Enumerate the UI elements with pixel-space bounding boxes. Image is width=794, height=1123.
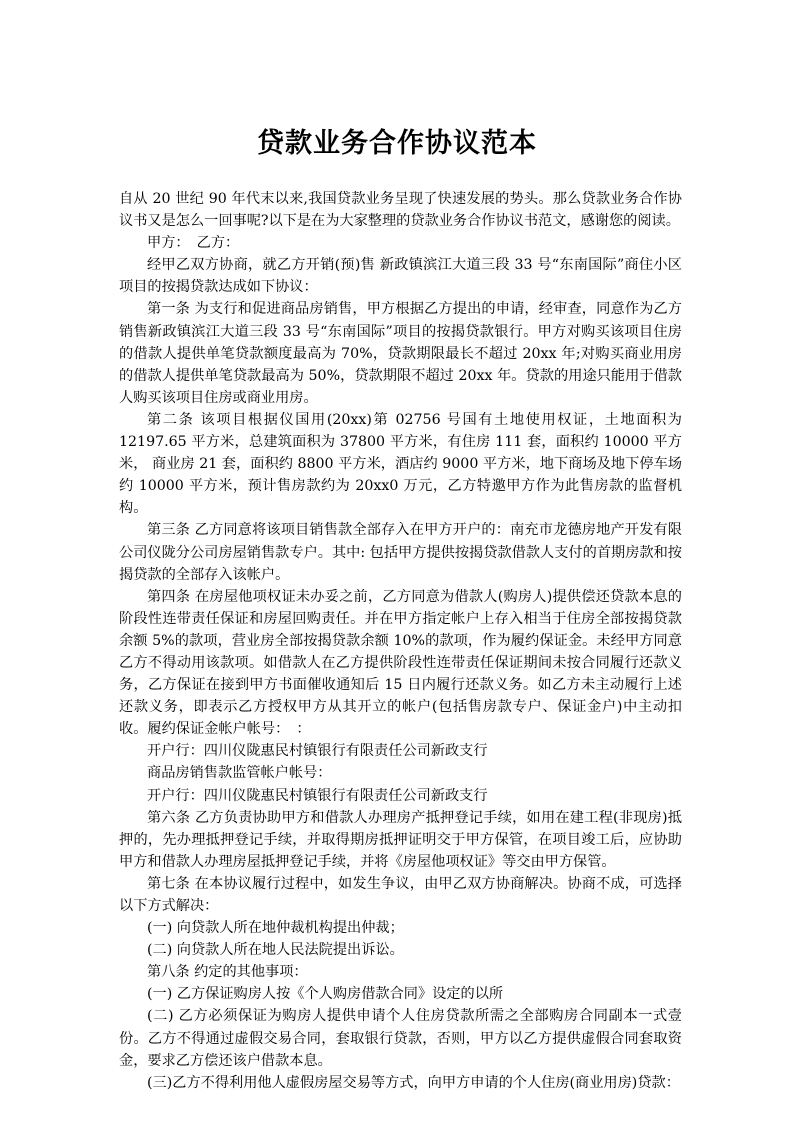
- document-title: 贷款业务合作协议范本: [257, 128, 537, 159]
- supervision-bank-line: 开户行：四川仪陇惠民村镇银行有限责任公司新政支行: [147, 787, 488, 804]
- article-2: 第二条 该项目根据仪国用(20xx)第 02756 号国有土地使用权证，土地面积为 12197.65 平方米，总建筑面积为 37800 平方米，有住房 111 套，面积约 10000 平方米， 商业房 21 套，面积约 8800 平方米，酒店约 9000 平方米，地下商场及地下停车场约 10000 平方米，预计售房款约为 20xx0 万元，乙方特邀甲方作为此售房款的监督机构。: [119, 411, 682, 517]
- article-7-item-2: (二) 向贷款人所在地人民法院提出诉讼。: [147, 942, 404, 959]
- preamble-paragraph: 经甲乙双方协商，就乙方开销(预)售 新政镇滨江大道三段 33 号“东南国际”商住小区项目的按揭贷款达成如下协议：: [119, 257, 682, 296]
- document-body: [119, 188, 682, 1094]
- article-7-item-1: (一) 向贷款人所在地仲裁机构提出仲裁；: [147, 920, 404, 937]
- supervision-account-line: 商品房销售款监管帐户帐号：: [147, 765, 332, 782]
- article-6: 第六条 乙方负责协助甲方和借款人办理房产抵押登记手续，如用在建工程(非现房)抵押的，先办理抵押登记手续，并取得期房抵押证明交于甲方保管，在项目竣工后，应协助甲方和借款人办理房屋抵押登记手续，并将《房屋他项权证》等交由甲方保管。: [119, 809, 682, 870]
- article-8-item-3: (三)乙方不得利用他人虚假房屋交易等方式，向甲方申请的个人住房(商业用房)贷款：: [147, 1074, 680, 1091]
- article-4: 第四条 在房屋他项权证未办妥之前，乙方同意为借款人(购房人)提供偿还贷款本息的阶段性连带责任保证和房屋回购责任。并在甲方指定帐户上存入相当于住房全部按揭贷款余额 5%的款项，营业房全部按揭贷款余额 10%的款项，作为履约保证金。未经甲方同意乙方不得动用该款项。如借款人在乙方提供阶段性连带责任保证期间未按合同履行还款义务，乙方保证在接到甲方书面催收通知后 15 日内履行还款义务。如乙方未主动履行上述还款义务，即表示乙方授权甲方从其开立的帐户(包括售房款专户、保证金户)中主动扣收。履约保证金帐户帐号： ：: [119, 588, 682, 738]
- deposit-bank-line: 开户行：四川仪陇惠民村镇银行有限责任公司新政支行: [147, 743, 488, 760]
- article-8-item-2: (二) 乙方必须保证为购房人提供申请个人住房贷款所需之全部购房合同副本一式壹份。乙方不得通过虚假交易合同，套取银行贷款，否则，甲方以乙方提供虚假合同套取资金，要求乙方偿还该户借款本息。: [119, 1008, 682, 1069]
- article-7: 第七条 在本协议履行过程中，如发生争议，由甲乙双方协商解决。协商不成，可选择以下方式解决：: [119, 875, 682, 914]
- article-3: 第三条 乙方同意将该项目销售款全部存入在甲方开户的：南充市龙德房地产开发有限公司仪陇分公司房屋销售款专户。其中: 包括甲方提供按揭贷款借款人支付的首期房款和按揭贷款的全部存入该帐户。: [119, 522, 682, 583]
- article-8: 第八条 约定的其他事项：: [147, 964, 308, 981]
- intro-paragraph: 自从 20 世纪 90 年代末以来,我国贷款业务呈现了快速发展的势头。那么贷款业务合作协议书又是怎么一回事呢?以下是在为大家整理的贷款业务合作协议书范文，感谢您的阅读。: [119, 191, 682, 230]
- article-1: 第一条 为支行和促进商品房销售，甲方根据乙方提出的申请，经审查，同意作为乙方销售新政镇滨江大道三段 33 号“东南国际”项目的按揭贷款银行。甲方对购买该项目住房的借款人提供单笔贷款额度最高为 70%，贷款期限最长不超过 20xx 年;对购买商业用房的借款人提供单笔贷款最高为 50%，贷款期限不超过 20xx 年。贷款的用途只能用于借款人购买该项目住房或商业用房。: [119, 301, 682, 406]
- article-8-item-1: (一) 乙方保证购房人按《个人购房借款合同》设定的以所: [147, 986, 504, 1003]
- parties-line: 甲方： 乙方：: [147, 235, 240, 252]
